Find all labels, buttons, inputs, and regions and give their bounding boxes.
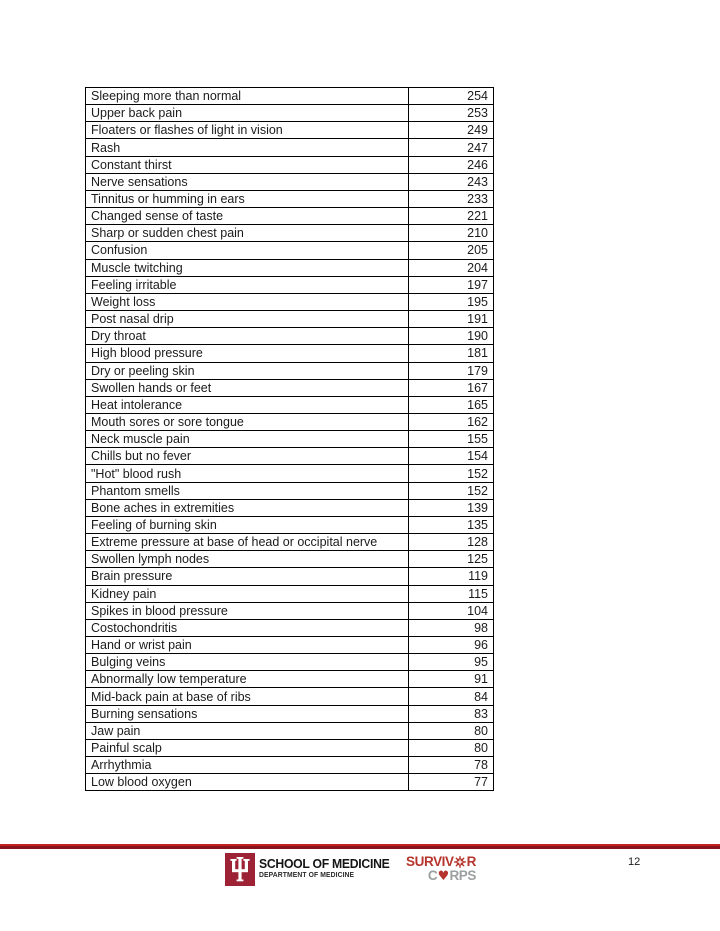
corps-wordmark: [428, 869, 476, 883]
symptom-cell: Heat intolerance: [86, 396, 409, 413]
table-row: [86, 396, 494, 413]
count-cell: 197: [409, 276, 494, 293]
table-row: [86, 190, 494, 207]
count-cell: 221: [409, 208, 494, 225]
symptom-cell: Mid-back pain at base of ribs: [86, 688, 409, 705]
symptom-cell: Sharp or sudden chest pain: [86, 225, 409, 242]
symptom-cell: Costochondritis: [86, 619, 409, 636]
table-row: [86, 139, 494, 156]
symptom-cell: Muscle twitching: [86, 259, 409, 276]
count-cell: 249: [409, 122, 494, 139]
count-cell: 181: [409, 345, 494, 362]
count-cell: 78: [409, 757, 494, 774]
table-row: [86, 431, 494, 448]
survivor-corps-logo: [396, 855, 476, 883]
count-cell: 83: [409, 705, 494, 722]
count-cell: 139: [409, 499, 494, 516]
count-cell: 167: [409, 379, 494, 396]
iu-trident-logo: [225, 853, 255, 886]
table-row: [86, 293, 494, 310]
corps-text-prefix: C: [427, 868, 438, 883]
table-row: [86, 516, 494, 533]
table-row: [86, 637, 494, 654]
symptom-cell: Confusion: [86, 242, 409, 259]
count-cell: 204: [409, 259, 494, 276]
survivor-text-suffix: R: [466, 854, 476, 869]
symptom-cell: Nerve sensations: [86, 173, 409, 190]
symptom-cell: Changed sense of taste: [86, 208, 409, 225]
symptom-cell: Rash: [86, 139, 409, 156]
symptom-cell: Floaters or flashes of light in vision: [86, 122, 409, 139]
table-row: [86, 242, 494, 259]
symptom-cell: Dry or peeling skin: [86, 362, 409, 379]
count-cell: 152: [409, 465, 494, 482]
table-row: [86, 448, 494, 465]
symptom-cell: Sleeping more than normal: [86, 88, 409, 105]
survivor-wordmark: [406, 855, 476, 869]
symptom-table-body: [86, 88, 494, 791]
count-cell: 247: [409, 139, 494, 156]
table-row: [86, 88, 494, 105]
page-number: 12: [628, 856, 641, 868]
symptom-cell: Swollen lymph nodes: [86, 551, 409, 568]
count-cell: 104: [409, 602, 494, 619]
symptom-cell: Extreme pressure at base of head or occipital nerve: [86, 534, 409, 551]
symptom-cell: "Hot" blood rush: [86, 465, 409, 482]
table-row: [86, 551, 494, 568]
table-row: [86, 671, 494, 688]
table-row: [86, 688, 494, 705]
count-cell: 210: [409, 225, 494, 242]
symptom-cell: Spikes in blood pressure: [86, 602, 409, 619]
table-row: [86, 602, 494, 619]
count-cell: 128: [409, 534, 494, 551]
table-row: [86, 534, 494, 551]
table-row: [86, 413, 494, 430]
symptom-cell: Tinnitus or humming in ears: [86, 190, 409, 207]
symptom-cell: Chills but no fever: [86, 448, 409, 465]
symptom-cell: Low blood oxygen: [86, 774, 409, 791]
symptom-count-table: [85, 87, 494, 791]
count-cell: 91: [409, 671, 494, 688]
table-row: [86, 173, 494, 190]
table-row: [86, 311, 494, 328]
symptom-cell: Kidney pain: [86, 585, 409, 602]
count-cell: 115: [409, 585, 494, 602]
table-row: [86, 328, 494, 345]
count-cell: 243: [409, 173, 494, 190]
symptom-cell: High blood pressure: [86, 345, 409, 362]
count-cell: 191: [409, 311, 494, 328]
symptom-cell: Neck muscle pain: [86, 431, 409, 448]
symptom-cell: Upper back pain: [86, 105, 409, 122]
table-row: [86, 276, 494, 293]
count-cell: 96: [409, 637, 494, 654]
table-row: [86, 482, 494, 499]
table-row: [86, 345, 494, 362]
count-cell: 246: [409, 156, 494, 173]
symptom-cell: Constant thirst: [86, 156, 409, 173]
footer-divider-line: [0, 844, 720, 849]
count-cell: 179: [409, 362, 494, 379]
table-row: [86, 379, 494, 396]
table-row: [86, 225, 494, 242]
symptom-cell: Painful scalp: [86, 739, 409, 756]
table-row: [86, 774, 494, 791]
table-row: [86, 757, 494, 774]
symptom-cell: Hand or wrist pain: [86, 637, 409, 654]
department-of-medicine-label: DEPARTMENT OF MEDICINE: [259, 872, 355, 879]
table-row: [86, 465, 494, 482]
table-row: [86, 568, 494, 585]
table-row: [86, 208, 494, 225]
table-row: [86, 499, 494, 516]
school-of-medicine-lockup: [259, 856, 399, 879]
school-of-medicine-label: SCHOOL OF MEDICINE: [259, 856, 390, 871]
symptom-cell: Phantom smells: [86, 482, 409, 499]
count-cell: 80: [409, 739, 494, 756]
corps-text-suffix: RPS: [449, 868, 476, 883]
count-cell: 152: [409, 482, 494, 499]
count-cell: 253: [409, 105, 494, 122]
count-cell: 98: [409, 619, 494, 636]
symptom-cell: Post nasal drip: [86, 311, 409, 328]
heart-icon: ♥: [437, 868, 449, 884]
symptom-cell: Arrhythmia: [86, 757, 409, 774]
count-cell: 77: [409, 774, 494, 791]
symptom-cell: Dry throat: [86, 328, 409, 345]
symptom-cell: Bulging veins: [86, 654, 409, 671]
count-cell: 165: [409, 396, 494, 413]
count-cell: 195: [409, 293, 494, 310]
count-cell: 254: [409, 88, 494, 105]
table-row: [86, 259, 494, 276]
table-row: [86, 105, 494, 122]
count-cell: 155: [409, 431, 494, 448]
trident-icon: [225, 853, 255, 886]
symptom-cell: Brain pressure: [86, 568, 409, 585]
count-cell: 80: [409, 722, 494, 739]
count-cell: 95: [409, 654, 494, 671]
symptom-cell: Burning sensations: [86, 705, 409, 722]
count-cell: 205: [409, 242, 494, 259]
table-row: [86, 654, 494, 671]
table-row: [86, 619, 494, 636]
table-row: [86, 705, 494, 722]
table-row: [86, 156, 494, 173]
count-cell: 162: [409, 413, 494, 430]
symptom-cell: Feeling of burning skin: [86, 516, 409, 533]
count-cell: 84: [409, 688, 494, 705]
symptom-cell: Jaw pain: [86, 722, 409, 739]
count-cell: 125: [409, 551, 494, 568]
survivor-text-prefix: SURVIV: [406, 854, 454, 869]
symptom-cell: Swollen hands or feet: [86, 379, 409, 396]
count-cell: 233: [409, 190, 494, 207]
table-row: [86, 585, 494, 602]
virus-icon: [454, 856, 466, 868]
count-cell: 135: [409, 516, 494, 533]
count-cell: 119: [409, 568, 494, 585]
count-cell: 190: [409, 328, 494, 345]
symptom-cell: Mouth sores or sore tongue: [86, 413, 409, 430]
symptom-cell: Abnormally low temperature: [86, 671, 409, 688]
table-row: [86, 722, 494, 739]
count-cell: 154: [409, 448, 494, 465]
symptom-cell: Weight loss: [86, 293, 409, 310]
table-row: [86, 122, 494, 139]
symptom-cell: Bone aches in extremities: [86, 499, 409, 516]
table-row: [86, 362, 494, 379]
table-row: [86, 739, 494, 756]
symptom-cell: Feeling irritable: [86, 276, 409, 293]
